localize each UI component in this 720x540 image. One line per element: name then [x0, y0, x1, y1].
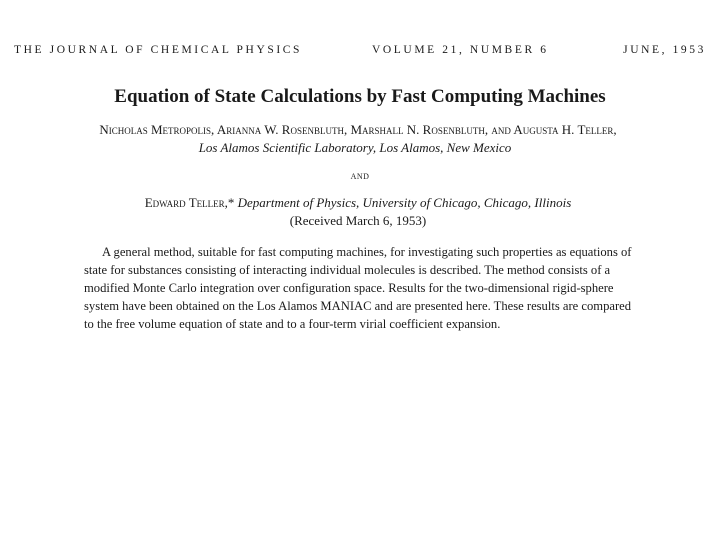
received-date: (Received March 6, 1953) [289, 213, 427, 228]
abstract-line: system have been obtained on the Los Alamos MANIAC and are presented here. These results are compared [84, 299, 632, 313]
volume-number: VOLUME 21, NUMBER 6 [372, 44, 549, 56]
abstract-line: A general method, suitable for fast computing machines, for investigating such properties as equations of [102, 245, 632, 259]
affiliation-los-alamos: Los Alamos Scientific Laboratory, Los Alamos, New Mexico [198, 140, 512, 155]
second-author-line [0, 195, 716, 211]
issue-date: JUNE, 1953 [623, 44, 706, 56]
affiliation-chicago: Department of Physics, University of Chicago, Chicago, Illinois [237, 195, 572, 210]
abstract-line: to the free volume equation of state and to a four-term virial coefficient expansion. [84, 317, 501, 331]
author-list: Nicholas Metropolis, Arianna W. Rosenbluth, Marshall N. Rosenbluth, and Augusta H. Teller, [99, 122, 617, 137]
author-edward-teller: Edward Teller,* [144, 195, 235, 210]
abstract-line: state for substances consisting of interacting individual molecules is described. The method consists of a [84, 263, 611, 277]
and-separator: and [350, 170, 370, 182]
journal-name: THE JOURNAL OF CHEMICAL PHYSICS [14, 44, 303, 56]
abstract-line: modified Monte Carlo integration over configuration space. Results for the two-dimensional rigid-sphere [84, 281, 614, 295]
paper-title: Equation of State Calculations by Fast Computing Machines [114, 86, 606, 107]
